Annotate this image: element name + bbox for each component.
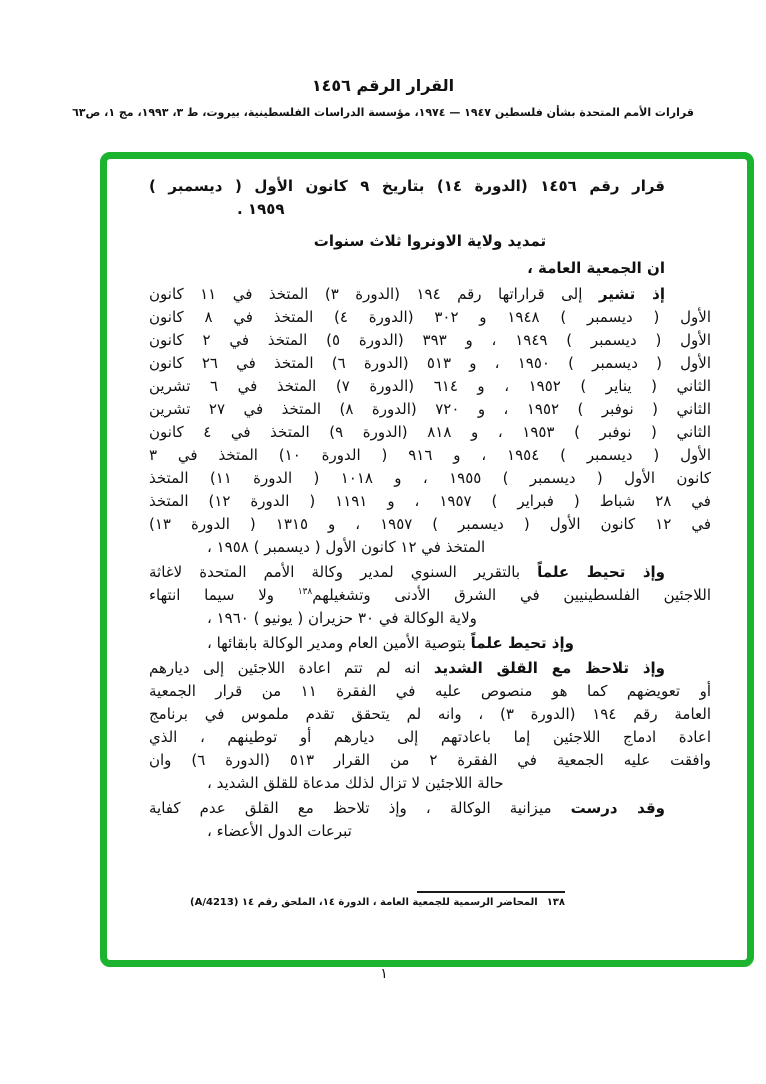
text-line bbox=[149, 283, 711, 306]
body-text: انه لم تتم اعادة اللاجئين إلى ديارهم bbox=[149, 659, 434, 677]
resolution-title-paragraph bbox=[149, 175, 711, 221]
resolution-heading: تمديد ولاية الاونروا ثلاث سنوات bbox=[313, 232, 547, 250]
text-line bbox=[149, 467, 711, 490]
text-line bbox=[149, 329, 711, 352]
emphasis-text: وقد درست bbox=[570, 799, 665, 817]
body-text: ولاية الوكالة في ٣٠ حزيران ( يونيو ) ١٩٦٠ ، bbox=[207, 609, 477, 627]
body-text: إلى قراراتها رقم ١٩٤ (الدورة ٣) المتخذ في ١١ كانون bbox=[149, 285, 599, 303]
paragraph bbox=[149, 797, 711, 843]
emphasis-text: قرار رقم ١٤٥٦ (الدورة ١٤) بتاريخ ٩ كانون الأول ( ديسمبر ) bbox=[149, 177, 666, 195]
body-text: الثاني ( نوفبر ) ١٩٥٣ ، و ٨١٨ (الدورة ٩) المتخذ في ٤ كانون bbox=[149, 423, 712, 441]
body-text: الأول ( ديسمبر ) ١٩٤٩ ، و ٣٩٣ (الدورة ٥) المتخذ في ٢ كانون bbox=[149, 331, 711, 349]
text-line bbox=[149, 536, 711, 559]
body-text: أو تعويضهم كما هو منصوص عليه في الفقرة ١١ من قرار الجمعية bbox=[149, 682, 711, 700]
text-line bbox=[149, 421, 711, 444]
text-line bbox=[149, 680, 711, 703]
body-text: في ١٢ كانون الأول ( ديسمبر ) ١٩٥٧ ، و ١٣١٥ ( الدورة ١٣) bbox=[149, 515, 711, 533]
text-line bbox=[149, 175, 711, 198]
text-line bbox=[149, 352, 711, 375]
paragraph bbox=[149, 175, 711, 221]
source-citation: قرارات الأمم المتحدة بشأن فلسطين ١٩٤٧ — ١٩٧٤، مؤسسة الدراسات الفلسطينية، بيروت، ط ٣، ١٩٩٣، مج ١، ص٦٣ bbox=[72, 106, 694, 119]
footnote-divider bbox=[417, 891, 565, 893]
emphasis-text: ١٩٥٩ . bbox=[237, 200, 285, 218]
body-text: تبرعات الدول الأعضاء ، bbox=[207, 822, 352, 840]
emphasis-text: إذ تشير bbox=[598, 285, 665, 303]
text-line bbox=[149, 398, 711, 421]
body-text: الثاني ( يناير ) ١٩٥٢ ، و ٦١٤ (الدورة ٧) المتخذ في ٦ تشرين bbox=[149, 377, 711, 395]
text-line bbox=[149, 375, 711, 398]
footnote-marker: ١٣٨ bbox=[546, 897, 565, 908]
body-text: بالتقرير السنوي لمدير وكالة الأمم المتحدة لاغاثة bbox=[149, 563, 538, 581]
paragraph bbox=[149, 632, 711, 655]
paragraph bbox=[149, 283, 711, 559]
paragraph bbox=[149, 657, 711, 795]
emphasis-text: وإذ تلاحظ مع القلق الشديد bbox=[433, 659, 665, 677]
body-text: حالة اللاجئين لا تزال لذلك مدعاة للقلق الشديد ، bbox=[207, 774, 504, 792]
resolution-opening bbox=[149, 257, 711, 280]
text-line bbox=[149, 584, 711, 607]
body-text: ولا سيما انتهاء bbox=[149, 586, 298, 604]
text-line bbox=[149, 632, 711, 655]
body-text: العامة رقم ١٩٤ (الدورة ٣) ، وانه لم يتحقق تقدم ملموس في برنامج bbox=[149, 705, 711, 723]
resolution-body bbox=[149, 283, 711, 843]
text-line bbox=[149, 444, 711, 467]
text-line bbox=[149, 198, 711, 221]
body-text: الأول ( ديسمبر ) ١٩٥٤ ، و ٩١٦ ( الدورة ١٠) المتخذ في ٣ bbox=[149, 446, 712, 464]
body-text: في ٢٨ شباط ( فبراير ) ١٩٥٧ ، و ١١٩١ ( الدورة ١٢) المتخذ bbox=[149, 492, 711, 510]
highlight-box bbox=[100, 152, 754, 967]
body-text: الأول ( ديسمبر ) ١٩٥٠ ، و ٥١٣ (الدورة ٦) المتخذ في ٢٦ كانون bbox=[149, 354, 711, 372]
text-line bbox=[149, 561, 711, 584]
body-text: الثاني ( نوفبر ) ١٩٥٢ ، و ٧٢٠ (الدورة ٨) المتخذ في ٢٧ تشرين bbox=[149, 400, 711, 418]
text-line bbox=[149, 797, 711, 820]
footnote-text: المحاضر الرسمية للجمعية العامة ، الدورة ١٤، الملحق رقم ١٤ (A/4213) bbox=[190, 897, 538, 908]
text-line bbox=[149, 772, 711, 795]
text-line bbox=[149, 257, 711, 280]
paragraph bbox=[149, 561, 711, 630]
body-text: اعادة ادماج اللاجئين إما باعادتهم إلى ديارهم أو توطينهم ، الذي bbox=[149, 728, 711, 746]
emphasis-text: ان الجمعية العامة ، bbox=[527, 259, 665, 277]
body-text: اللاجئين الفلسطينيين في الشرق الأدنى وتشغيلهم bbox=[312, 586, 711, 604]
text-line bbox=[149, 657, 711, 680]
text-line bbox=[149, 703, 711, 726]
text-line bbox=[149, 820, 711, 843]
body-text: المتخذ في ١٢ كانون الأول ( ديسمبر ) ١٩٥٨ ، bbox=[207, 538, 486, 556]
body-text: ميزانية الوكالة ، وإذ تلاحظ مع القلق عدم كفاية bbox=[149, 799, 571, 817]
body-text: بتوصية الأمين العام ومدير الوكالة بابقائها ، bbox=[207, 634, 471, 652]
text-line bbox=[149, 726, 711, 749]
body-text: كانون الأول ( ديسمبر ) ١٩٥٥ ، و ١٠١٨ ( الدورة ١١) المتخذ bbox=[149, 469, 711, 487]
footnote bbox=[190, 897, 565, 908]
text-line bbox=[149, 490, 711, 513]
body-text: وافقت عليه الجمعية في الفقرة ٢ من القرار ٥١٣ (الدورة ٦) وان bbox=[149, 751, 711, 769]
text-line bbox=[149, 607, 711, 630]
page-number: ١ bbox=[380, 966, 388, 982]
emphasis-text: وإذ تحيط علماً bbox=[470, 634, 574, 652]
text-line bbox=[149, 513, 711, 536]
text-line bbox=[149, 306, 711, 329]
page-title: القرار الرقم ١٤٥٦ bbox=[311, 76, 455, 95]
body-text: الأول ( ديسمبر ) ١٩٤٨ و ٣٠٢ (الدورة ٤) المتخذ في ٨ كانون bbox=[149, 308, 712, 326]
emphasis-text: وإذ تحيط علماً bbox=[537, 563, 665, 581]
text-line bbox=[149, 749, 711, 772]
footnote-reference: ١٣٨ bbox=[297, 587, 313, 597]
